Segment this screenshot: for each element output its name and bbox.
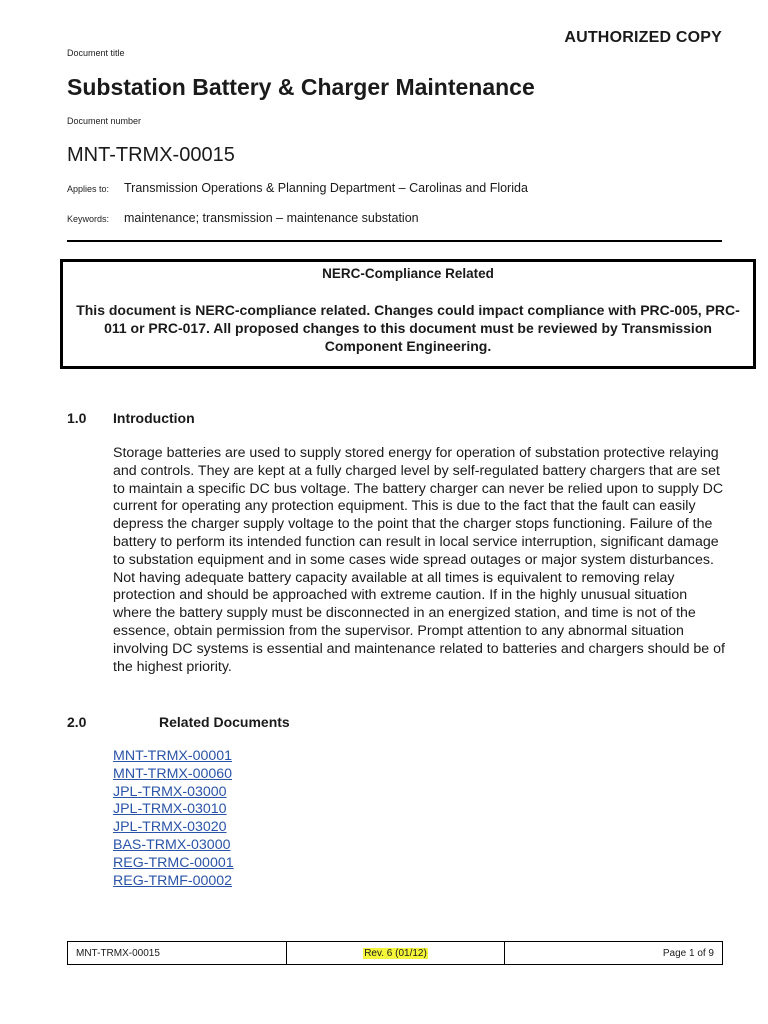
section-2-title: Related Documents xyxy=(159,714,290,730)
nerc-notice-body: This document is NERC-compliance related. Changes could impact compliance with PRC-005, PRC-011 or PRC-017. All proposed changes to this document must be reviewed by Transmission Component Engineering. xyxy=(76,302,740,354)
document-number: MNT-TRMX-00015 xyxy=(67,144,235,166)
related-doc-link[interactable]: BAS-TRMX-03000 xyxy=(113,836,231,853)
related-doc-link[interactable]: MNT-TRMX-00060 xyxy=(113,765,233,782)
footer-document-number: MNT-TRMX-00015 xyxy=(68,942,287,964)
nerc-notice-title: NERC-Compliance Related xyxy=(322,266,494,281)
section-1-number: 1.0 xyxy=(67,410,87,426)
keywords-value: maintenance; transmission – maintenance substation xyxy=(124,211,419,225)
related-doc-link[interactable]: JPL-TRMX-03020 xyxy=(113,819,227,836)
applies-to-value: Transmission Operations & Planning Department – Carolinas and Florida xyxy=(124,181,528,195)
section-1-title: Introduction xyxy=(113,410,195,426)
page-footer xyxy=(67,941,723,965)
document-title: Substation Battery & Charger Maintenance xyxy=(67,74,535,100)
footer-revision-cell xyxy=(287,942,505,964)
related-documents-list xyxy=(113,748,234,890)
related-doc-link[interactable]: REG-TRMC-00001 xyxy=(113,854,234,871)
applies-to-label: Applies to: xyxy=(67,184,110,194)
nerc-compliance-notice xyxy=(60,259,756,369)
document-title-label: Document title xyxy=(67,48,125,58)
related-doc-link[interactable]: REG-TRMF-00002 xyxy=(113,872,233,889)
header-divider xyxy=(67,240,722,242)
authorized-copy-stamp: AUTHORIZED COPY xyxy=(564,29,722,46)
introduction-paragraph: Storage batteries are used to supply stored energy for operation of substation protective relaying and controls. They are kept at a fully charged level by self-regulated battery chargers that are set to maintain a specific DC bus voltage. The battery charger can never be relied upon to supply DC current for operating any protection equipment. This is due to the fact that the fault can easily depress the charger supply voltage to the point that the charger stops functioning. Failure of the battery to perform its intended function can result in local service interruption, significant damage to substation equipment and in some cases wide spread outages or major system disturbances. Not having adequate battery capacity available at all times is equivalent to removing relay protection and should be approached with extreme caution. If in the highly unusual situation where the battery supply must be disconnected in an energized station, and time is not of the essence, obtain permission from the supervisor. Prompt attention to any abnormal situation involving DC systems is essential and maintenance related to batteries and chargers should be of the highest priority. xyxy=(113,445,725,675)
footer-page-number: Page 1 of 9 xyxy=(662,947,714,959)
related-doc-link[interactable]: JPL-TRMX-03000 xyxy=(113,783,227,800)
related-doc-link[interactable]: JPL-TRMX-03010 xyxy=(113,801,227,818)
document-number-label: Document number xyxy=(67,116,142,126)
related-doc-link[interactable]: MNT-TRMX-00001 xyxy=(113,748,233,764)
footer-revision: Rev. 6 (01/12) xyxy=(364,947,427,959)
keywords-label: Keywords: xyxy=(67,214,110,224)
section-2-number: 2.0 xyxy=(67,714,87,730)
